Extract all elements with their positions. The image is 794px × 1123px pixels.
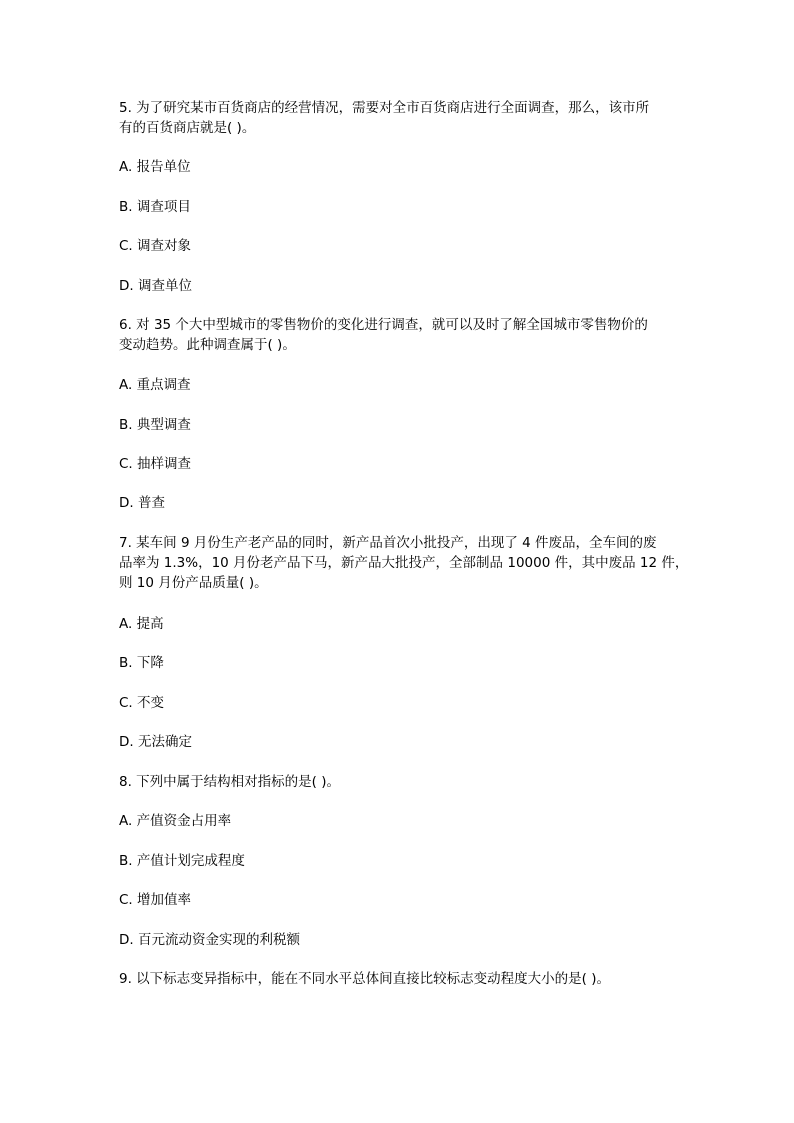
question-7-text-line-3: 则 10 月份产品质量( )。 (119, 575, 268, 591)
question-6-text-line-2: 变动趋势。此种调查属于( )。 (119, 337, 296, 353)
question-7-text-line-1: 7. 某车间 9 月份生产老产品的同时，新产品首次小批投产，出现了 4 件废品，全车间的废 (119, 535, 657, 551)
question-8-option-c: C. 增加值率 (119, 892, 192, 908)
question-7-option-d: D. 无法确定 (119, 734, 192, 750)
question-7-option-c: C. 不变 (119, 695, 165, 711)
question-6-option-b: B. 典型调查 (119, 417, 191, 433)
question-6-option-c: C. 抽样调查 (119, 456, 192, 472)
question-7-text-line-2: 品率为 1.3%，10 月份老产品下马，新产品大批投产，全部制品 10000 件，其中废品 12 件， (119, 555, 689, 571)
question-7-option-b: B. 下降 (119, 655, 164, 671)
question-5-option-d: D. 调查单位 (119, 278, 192, 294)
question-8-option-d: D. 百元流动资金实现的利税额 (119, 932, 300, 948)
question-5-text-line-1: 5. 为了研究某市百货商店的经营情况，需要对全市百货商店进行全面调查，那么，该市所 (119, 100, 650, 116)
question-5-text-line-2: 有的百货商店就是( )。 (119, 120, 256, 136)
question-6-option-d: D. 普查 (119, 495, 165, 511)
question-6-option-a: A. 重点调查 (119, 377, 191, 393)
question-5-option-b: B. 调查项目 (119, 199, 191, 215)
question-8-option-a: A. 产值资金占用率 (119, 813, 232, 829)
question-9-text-line-1: 9. 以下标志变异指标中，能在不同水平总体间直接比较标志变动程度大小的是( )。 (119, 971, 610, 987)
question-6-text-line-1: 6. 对 35 个大中型城市的零售物价的变化进行调查，就可以及时了解全国城市零售物价的 (119, 317, 648, 333)
question-8-option-b: B. 产值计划完成程度 (119, 853, 245, 869)
question-5-option-a: A. 报告单位 (119, 159, 191, 175)
question-7-option-a: A. 提高 (119, 616, 164, 632)
question-5-option-c: C. 调查对象 (119, 238, 192, 254)
question-8-text-line-1: 8. 下列中属于结构相对指标的是( )。 (119, 774, 340, 790)
